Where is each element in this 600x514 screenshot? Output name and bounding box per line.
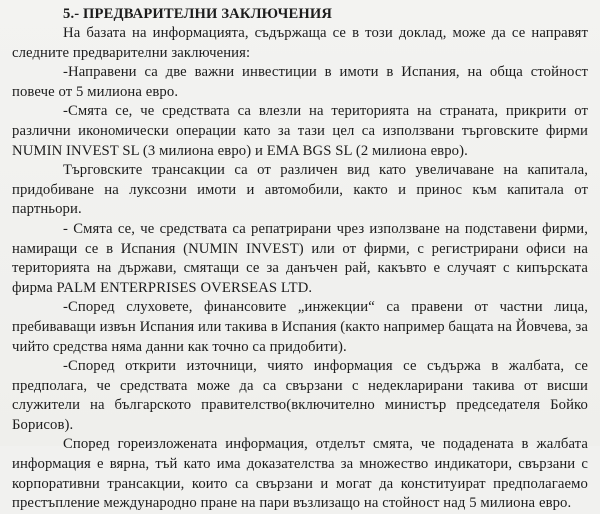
paragraph-investments: -Направени са две важни инвестиции в имоти в Испания, на обща стойност повече от 5 милиона евро. bbox=[12, 64, 588, 100]
section-heading: 5.- ПРЕДВАРИТЕЛНИ ЗАКЛЮЧЕНИЯ bbox=[63, 6, 333, 22]
paragraph-rumours: -Според слуховете, финансовите „инжекции“ са правени от частни лица, пребиваващи извън Испания или такива в Испания (както например бащата на Йовчева, за чийто средства няма данни как точно са придобити). bbox=[12, 299, 588, 355]
paragraph-transactions: Търговските трансакции са от различен вид като увеличаване на капитала, придобиване на луксозни имоти и автомобили, както и принос към капитала от партньори. bbox=[12, 162, 588, 218]
paragraph-repatriation: - Смята се, че средствата са репатрирани чрез използване на подставени фирми, намиращи се в Испания (NUMIN INVEST) или от фирми, с регистрирани офиси на територията на държави, смятащи се за данъчен рай, какъвто е случаят с кипърската фирма PALM ENTERPRISES OVERSEAS LTD. bbox=[12, 220, 588, 296]
paragraph-conclusion: Според гореизложената информация, отделът смята, че подадената в жалбата информация е вярна, тъй като има доказателства за множество индикатори, свързани с корпоративни трансакции, които са свързани и могат да конституират предполагаемо престъпление международно пране на пари възлизащо на стойност над 5 милиона евро. bbox=[12, 436, 588, 512]
paragraph-intro: На базата на информацията, съдържаща се в този доклад, може да се направят следните предварителни заключения: bbox=[12, 25, 588, 61]
paragraph-open-sources: -Според открити източници, чиято информация се съдържа в жалбата, се предполага, че средствата може да са свързани с недекларирани такива от висши служители на българското правителство(включително министър председателя Бойко Борисов). bbox=[12, 358, 588, 433]
paragraph-funds-entry: -Смята се, че средствата са влезли на територията на страната, прикрити от различни икономически операции като за тази цел са използвани търговските фирми NUMIN INVEST SL (3 милиона евро) и EMA BGS SL (2 милиона евро). bbox=[12, 103, 588, 159]
